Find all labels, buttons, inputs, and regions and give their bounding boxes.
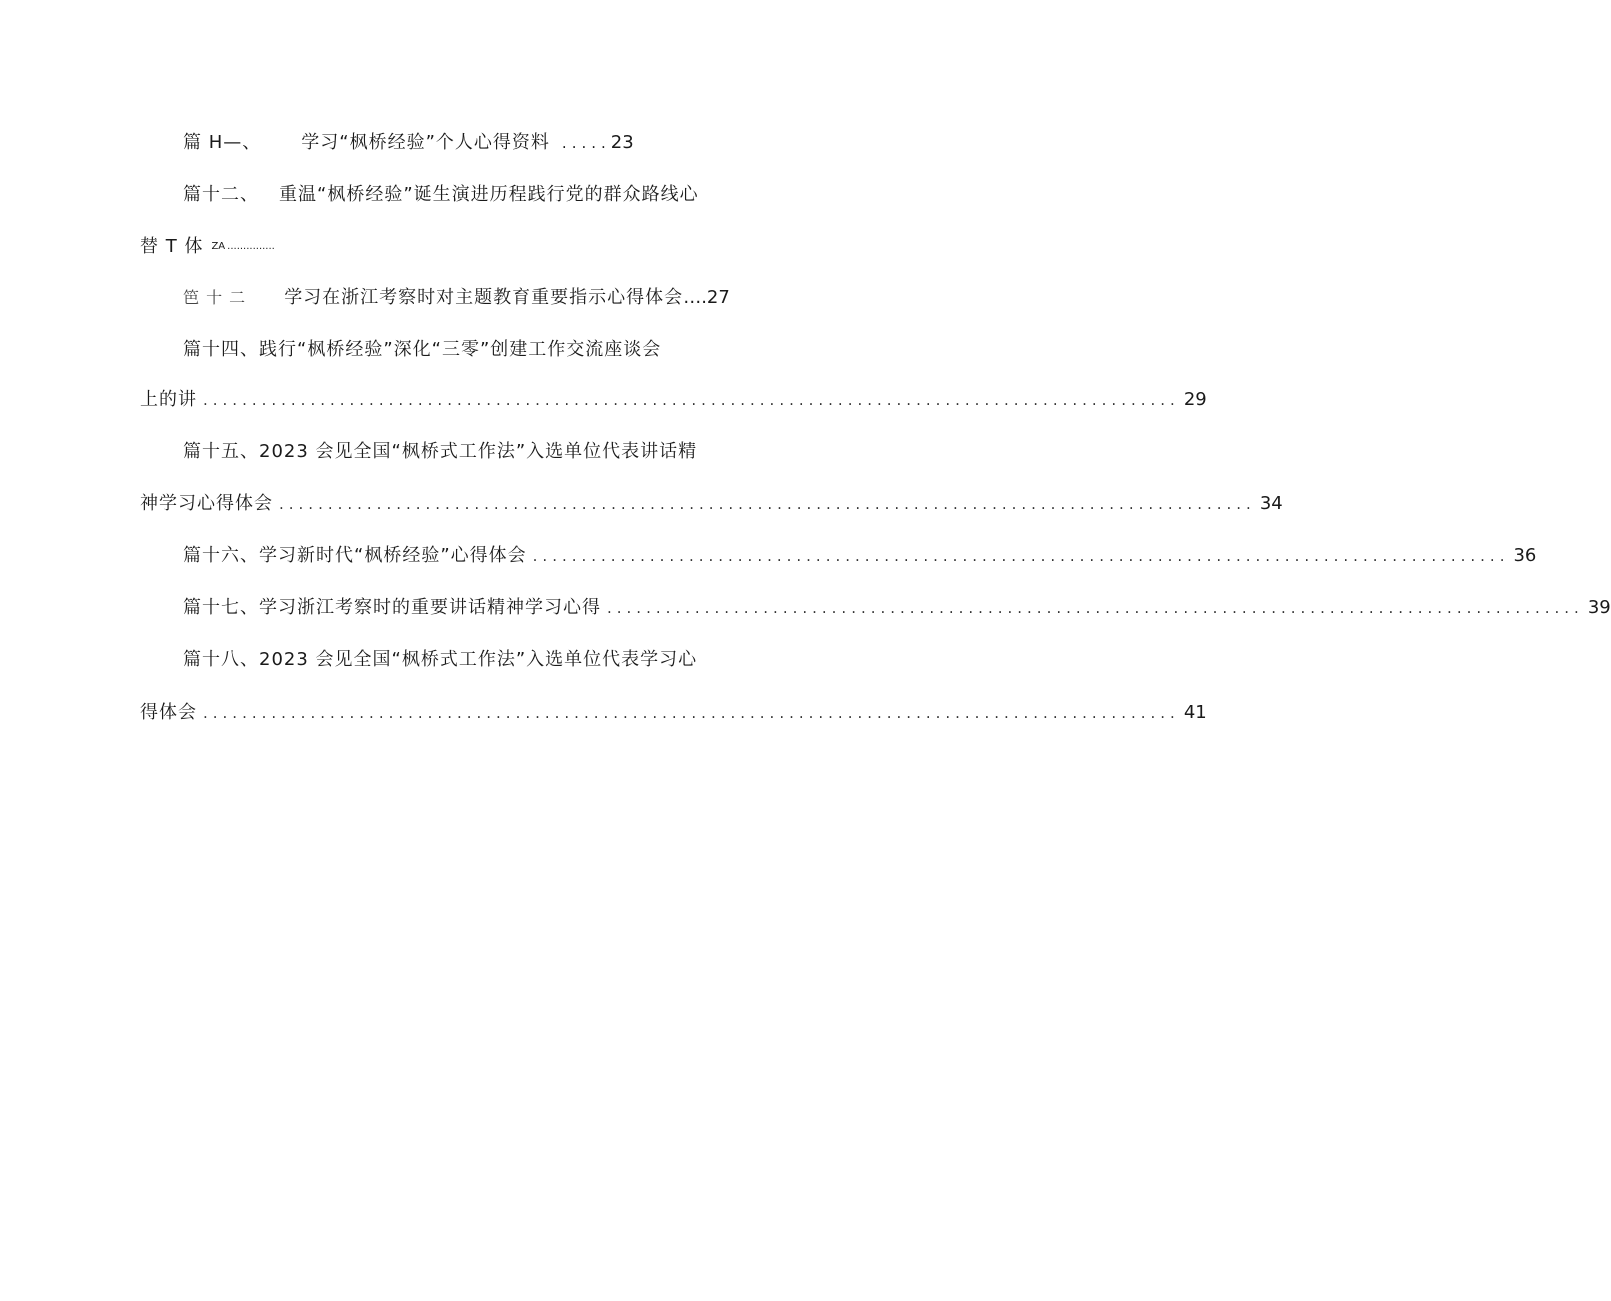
toc-page-number: 29 <box>1183 389 1207 410</box>
toc-entry-18[interactable] <box>183 645 697 675</box>
toc-entry-title: 学习在浙江考察时对主题教育重要指示心得体会 <box>284 287 684 308</box>
toc-entry-title: 践行“枫桥经验”深化“三零”创建工作交流座谈会 <box>259 339 662 360</box>
toc-page-number: 34 <box>1259 493 1283 514</box>
toc-leader-dots: .................................................................................................... <box>203 704 1180 722</box>
toc-leader-dots: ............... <box>227 241 275 252</box>
toc-entry-11[interactable] <box>183 128 634 158</box>
toc-entry-label: 篇十五、 <box>183 441 259 462</box>
toc-entry-title: 2023 会见全国“枫桥式工作法”入选单位代表学习心 <box>259 649 698 670</box>
toc-leader-dots: .................................................................................................... <box>607 599 1584 617</box>
toc-leader-dots: .................................................................................................... <box>279 495 1256 513</box>
toc-page-number: 41 <box>1183 702 1207 723</box>
toc-entry-18-continuation[interactable] <box>140 698 1207 728</box>
toc-entry-continuation: 神学习心得体会 <box>140 493 273 514</box>
toc-entry-title: 学习浙江考察时的重要讲话精神学习心得 <box>259 597 601 618</box>
toc-entry-title: 重温“枫桥经验”诞生演进历程践行党的群众路线心 <box>279 184 699 205</box>
toc-entry-label: 篇 H—、 <box>183 132 262 153</box>
toc-entry-15-continuation[interactable] <box>140 489 1283 519</box>
toc-entry-label: 篇十二、 <box>183 184 259 205</box>
toc-entry-label: 笆 十 二 <box>183 288 247 307</box>
toc-entry-label: 篇十七、 <box>183 597 259 618</box>
toc-entry-continuation: 替 T 体 <box>140 236 204 257</box>
toc-entry-label: 篇十四、 <box>183 339 259 360</box>
toc-entry-title: 学习新时代“枫桥经验”心得体会 <box>259 545 527 566</box>
toc-entry-17[interactable] <box>183 593 1611 623</box>
toc-page-number: 39 <box>1587 597 1611 618</box>
toc-entry-title: 2023 会见全国“枫桥式工作法”入选单位代表讲话精 <box>259 441 698 462</box>
toc-leader-dots: …. <box>683 287 707 308</box>
toc-entry-15[interactable] <box>183 437 697 467</box>
toc-entry-14-continuation[interactable] <box>140 385 1207 415</box>
toc-entry-16[interactable] <box>183 541 1537 571</box>
toc-entry-label: 篇十八、 <box>183 649 259 670</box>
toc-entry-12-continuation[interactable] <box>140 232 275 262</box>
toc-leader-dots: .................................................................................................... <box>532 547 1510 565</box>
toc-page-number: 36 <box>1513 545 1537 566</box>
toc-entry-14[interactable] <box>183 335 661 365</box>
toc-page-number: 23 <box>610 132 634 153</box>
toc-entry-12[interactable] <box>183 180 699 210</box>
toc-entry-mark: ZA <box>211 241 226 252</box>
toc-entry-continuation: 上的讲 <box>140 389 197 410</box>
toc-leader-dots: ..... <box>561 134 611 152</box>
toc-entry-continuation: 得体会 <box>140 702 197 723</box>
toc-entry-13[interactable] <box>183 283 730 313</box>
toc-leader-dots: .................................................................................................... <box>203 391 1180 409</box>
toc-page-number: 27 <box>706 287 730 308</box>
toc-entry-title: 学习“枫桥经验”个人心得资料 <box>301 132 550 153</box>
toc-entry-label: 篇十六、 <box>183 545 259 566</box>
